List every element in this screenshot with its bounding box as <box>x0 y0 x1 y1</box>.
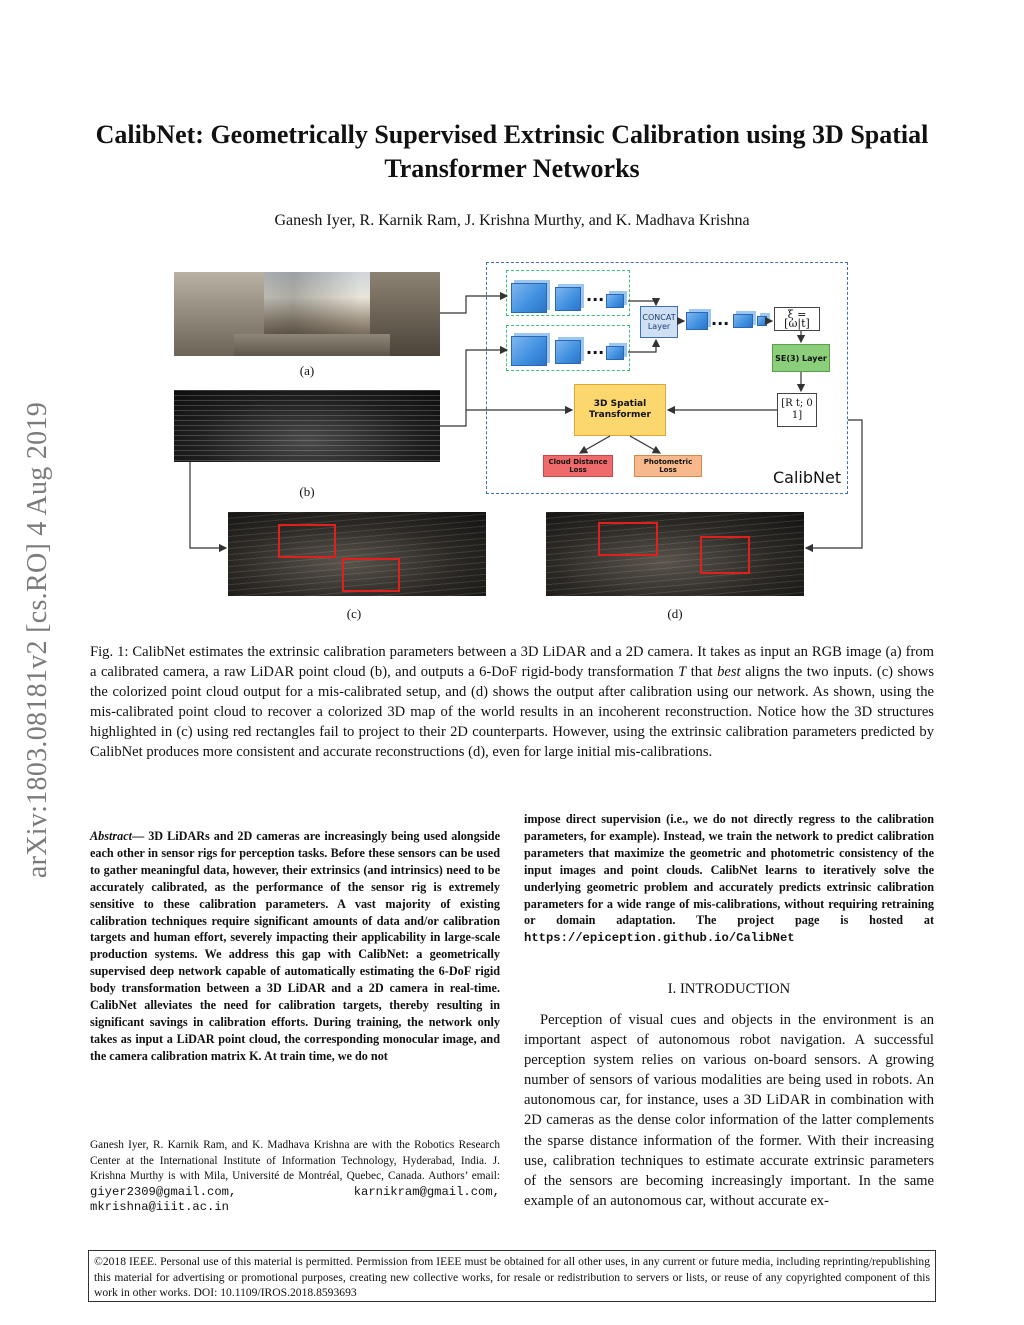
caption-variable: T <box>678 664 687 680</box>
footnote-text: Ganesh Iyer, R. Karnik Ram, and K. Madhava Krishna are with the Robotics Research Center at the International Institute of Information Technology, Hyderabad, India. J. Krishna Murthy is with Mila, Université de Montréal, Quebec, Canada. Authors’ email: <box>90 1139 500 1182</box>
caption-text: aligns the two inputs. (c) shows the colorized point cloud output for a mis-calibrated setup, and (d) shows the output after calibration using our network. As shown, using the mis-calibrated point cloud to recover a colorized 3D map of the world results in an incoherent reconstruction. Notice how the 3D structures highlighted in (c) using red rectangles fail to project to their 2D counterparts. However, using the extrinsic calibration parameters predicted by CalibNet produces more consistent and accurate reconstructions (d), even for large initial mis-calibrations. <box>90 664 934 760</box>
arrow-transformer-to-cloud-loss <box>580 436 610 453</box>
arrow-network-to-output-d <box>806 420 862 548</box>
paper-title: CalibNet: Geometrically Supervised Extrinsic Calibration using 3D Spatial Transformer Networks <box>95 120 929 183</box>
copyright-symbol: © <box>94 1255 103 1268</box>
arxiv-identifier-stamp: arXiv:1803.08181v2 [cs.RO] 4 Aug 2019 <box>22 401 53 879</box>
spatial-transformer-block: 3D Spatial Transformer <box>574 384 666 436</box>
copyright-text: 2018 IEEE. Personal use of this material is permitted. Permission from IEEE must be obtained for all other uses, in any current or future media, including reprinting/republishing this material for advertising or promotional purposes, creating new collective works, for resale or redistribution to servers or lists, or reuse of any copyrighted component of this work in other works. DOI: 10.1109/IROS.2018.8593693 <box>94 1255 930 1300</box>
author-list: Ganesh Iyer, R. Karnik Ram, J. Krishna Murthy, and K. Madhava Krishna <box>274 212 750 229</box>
caption-emphasis: best <box>717 664 741 680</box>
ellipsis: ... <box>586 286 605 305</box>
introduction-paragraph: Perception of visual cues and objects in the environment is an important aspect of autonomous robot navigation. A successful perception system relies on various on-board sensors. A growing number of sensors of various modalities are being used in robots. An autonomous car, for instance, uses a 3D LiDAR in combination with 2D cameras as the dense color information of the latter complements the sparse distance information of the former. With their increasing use, calibration techniques to estimate accurate extrinsic parameters of the sensors are becoming increasingly important. In the same example of an autonomous car, without accurate ex- <box>524 1012 934 1209</box>
abstract-text: 3D LiDARs and 2D cameras are increasingly being used alongside each other in sensor rigs for perception tasks. Before these sensors can be used to gather meaningful data, however, their extrinsics (and intrinsics) need to be accurately calibrated, as the performance of the sensor rig is extremely sensitive to these calibration parameters. A vast majority of existing calibration techniques require significant amounts of data and/or calibration targets and human effort, severely impacting their applicability in large-scale production systems. We address this gap with CalibNet: a geometrically supervised deep network capable of automatically estimating the 6-DoF rigid body transformation between a 3D LiDAR and a 2D camera in real-time. CalibNet alleviates the need for calibration targets, thereby resulting in significant savings in calibration efforts. During training, the network only takes as input a LiDAR point cloud, the corresponding monocular image, and the camera calibration matrix K. At train time, we do not <box>90 829 500 1063</box>
caption-text: that <box>686 664 718 680</box>
cloud-distance-loss-block: Cloud Distance Loss <box>543 455 613 477</box>
figure-label-b: (b) <box>299 484 315 499</box>
project-page-url: https://epiception.github.io/CalibNet <box>524 931 795 946</box>
arrow-branch2-to-concat <box>628 340 656 352</box>
diagram-arrows <box>0 0 1024 660</box>
se3-layer: SE(3) Layer <box>772 344 830 372</box>
figure-label-d: (d) <box>667 606 683 621</box>
photometric-loss-block: Photometric Loss <box>634 455 702 477</box>
concat-layer: CONCAT Layer <box>640 306 678 338</box>
ellipsis: ... <box>711 310 730 329</box>
ellipsis: ... <box>586 339 605 358</box>
abstract-continuation-text: impose direct supervision (i.e., we do not directly regress to the calibration parameters, for example). Instead, we train the network to predict calibration parameters that maximize the geometric and photometric consistency of the input images and point clouds. CalibNet learns to iteratively solve the underlying geometric problem and accurately predicts extrinsic calibration parameters for a wide range of mis-calibrations, without requiring retraining or domain adaptation. The project page is hosted at <box>524 812 934 928</box>
author-affiliation-footnote <box>90 1138 500 1216</box>
author-emails: giyer2309@gmail.com, karnikram@gmail.com, mkrishna@iiit.ac.in <box>90 1184 500 1214</box>
arrow-transformer-to-photo-loss <box>630 436 660 453</box>
abstract-continuation <box>524 811 934 947</box>
caption-text: Fig. 1: CalibNet estimates the extrinsic calibration parameters between a 3D LiDAR and a 2D camera. It takes as input an RGB image (a) from a calibrated camera, a raw LiDAR point cloud (b), and outputs a 6-DoF rigid-body transformation <box>90 644 934 680</box>
abstract-dash: — <box>131 829 149 843</box>
rigid-transform-matrix: [R t; 0 1] <box>777 393 817 427</box>
arrow-input-to-output-c <box>190 462 226 548</box>
arrow-cloud-to-branch <box>440 350 507 426</box>
figure-caption <box>90 642 934 762</box>
copyright-notice <box>88 1250 936 1302</box>
abstract <box>90 828 500 1065</box>
figure-label-c: (c) <box>346 606 362 621</box>
arrow-image-to-branch <box>440 296 507 313</box>
abstract-lead: Abstract <box>90 829 132 843</box>
arrow-branch1-to-concat <box>628 301 656 305</box>
parameter-vector-formula: ξ = [ω|t] <box>774 307 820 331</box>
calibnet-network-label: CalibNet <box>773 468 842 487</box>
figure-label-a: (a) <box>299 363 315 378</box>
section-heading: I. INTRODUCTION <box>667 981 791 997</box>
